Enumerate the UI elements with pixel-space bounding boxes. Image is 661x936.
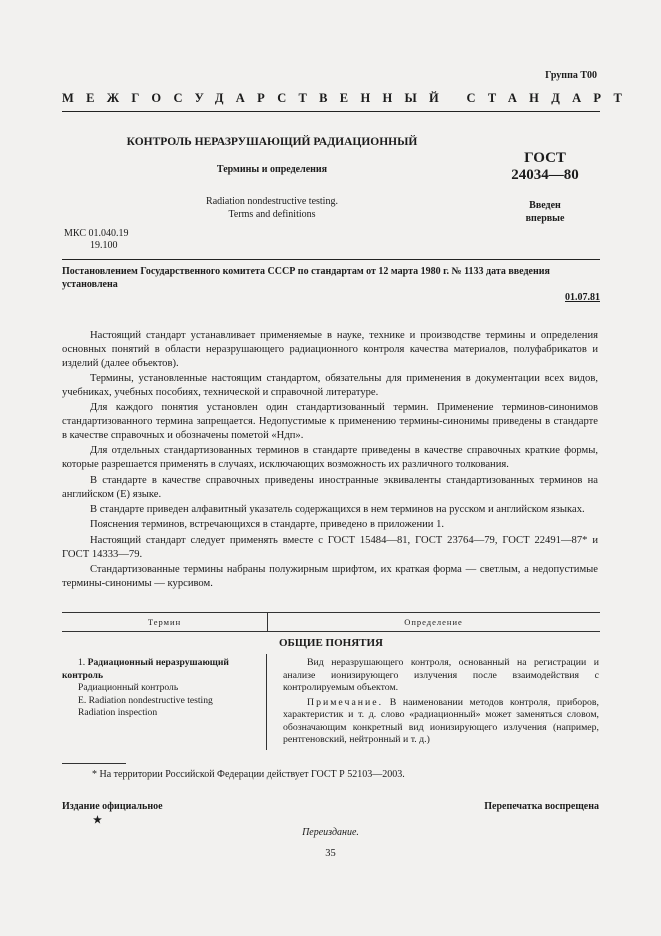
- introduced-line2: впервые: [525, 213, 565, 224]
- page-number: 35: [325, 848, 336, 859]
- table-header-definition: Определение: [404, 617, 463, 627]
- standard-banner: МЕЖГОСУДАРСТВЕННЫЙ СТАНДАРТ: [62, 91, 635, 105]
- body-paragraph: Настоящий стандарт устанавливает применяемые в науке, технике и производстве термины и определения основных понятий в области неразрушающего радиационного контроля качества материалов, полуфабрикатов и изделий (далее объектов).: [62, 330, 598, 369]
- star-mark: ★: [93, 815, 102, 826]
- definition-entry: [283, 657, 599, 749]
- gost-number: [495, 150, 595, 184]
- note-text: В наименовании методов контроля, приборов, характеристик и т. д. слово «радиационный» может заменяться словом, обозначающим конкретный вид ионизирующего излучения (например, рентгеновский, нейтронный и т. д.): [283, 696, 599, 745]
- footnote-rule: [62, 763, 126, 764]
- mks-label: МКС: [64, 228, 86, 239]
- official-edition: Издание официальное: [62, 801, 163, 812]
- term-main: Радиационный неразрушающий контроль: [62, 657, 229, 681]
- body-paragraph: В стандарте приведен алфавитный указатель содержащихся в нем терминов на русском и английском языках.: [90, 504, 585, 515]
- mks-code-2: 19.100: [90, 240, 118, 251]
- english-title: [62, 195, 482, 221]
- term-english-2: Radiation inspection: [78, 707, 158, 718]
- footnote: * На территории Российской Федерации действует ГОСТ Р 52103—2003.: [92, 769, 405, 780]
- table-column-divider: [266, 654, 267, 750]
- body-paragraph: Настоящий стандарт следует применять вместе с ГОСТ 15484—81, ГОСТ 23764—79, ГОСТ 22491—87* и ГОСТ 14333—79.: [62, 534, 598, 560]
- note-label: Примечание.: [307, 696, 384, 708]
- body-paragraph: Термины, установленные настоящим стандартом, обязательны для применения в документации всех видов, учебниках, учебных пособиях, технической и справочной литературе.: [62, 373, 598, 398]
- decree-date: 01.07.81: [565, 292, 600, 303]
- page-subtitle: Термины и определения: [216, 164, 328, 175]
- body-paragraph: В стандарте в качестве справочных приведены иностранные эквиваленты стандартизованных терминов на английском (Е) языке.: [62, 474, 598, 500]
- english-title-line1: Radiation nondestructive testing.: [206, 196, 338, 207]
- decree-rule: [62, 259, 600, 260]
- body-text: [62, 329, 598, 593]
- term-entry: [62, 657, 262, 720]
- table-header-terms: Термин: [147, 617, 182, 627]
- introduced-line1: Введен: [529, 200, 561, 211]
- body-paragraph: Для отдельных стандартизованных терминов в стандарте приведены в качестве справочных краткие формы, которые разрешается применять в случаях, исключающих возможность их различного толкования.: [62, 445, 598, 471]
- term-short: Радиационный контроль: [78, 682, 179, 693]
- term-english: E. Radiation nondestructive testing: [78, 694, 213, 706]
- body-paragraph: Пояснения терминов, встречающихся в стандарте, приведено в приложении 1.: [90, 519, 445, 531]
- section-title: ОБЩИЕ ПОНЯТИЯ: [278, 637, 383, 649]
- reprint-prohibited: Перепечатка воспрещена: [484, 801, 599, 812]
- header-rule: [62, 111, 600, 112]
- mks-code-1: 01.040.19: [88, 228, 129, 239]
- group-code: Группа Т00: [545, 70, 597, 81]
- introduced-note: [495, 199, 595, 225]
- republished-note: Переиздание.: [302, 827, 359, 838]
- body-paragraph: Стандартизованные термины набраны полужирным шрифтом, их краткая форма — светлым, а недопустимые термины-синонимы — курсивом.: [62, 564, 598, 590]
- body-paragraph: Для каждого понятия установлен один стандартизованный термин. Применение терминов-синонимов стандартизованного термина запрещается. Недопустимые к применению термины-синонимы приведены в стандарте в качестве справочных и обозначены пометой «Ндп».: [62, 402, 598, 441]
- mks-codes: [64, 228, 128, 252]
- decree-text: Постановлением Государственного комитета СССР по стандартам от 12 марта 1980 г. № 1133 дата введения установлена: [62, 266, 550, 290]
- definition-text: Вид неразрушающего контроля, основанный на регистрации и анализе ионизирующего излучения после взаимодействия с контролируемым объектом.: [283, 657, 599, 693]
- gost-label: ГОСТ: [524, 150, 566, 166]
- gost-code: 24034—80: [511, 167, 579, 183]
- term-number: 1.: [78, 657, 86, 668]
- table-header: [62, 612, 600, 632]
- page-title: КОНТРОЛЬ НЕРАЗРУШАЮЩИЙ РАДИАЦИОННЫЙ: [126, 136, 418, 148]
- english-title-line2: Terms and definitions: [228, 209, 316, 220]
